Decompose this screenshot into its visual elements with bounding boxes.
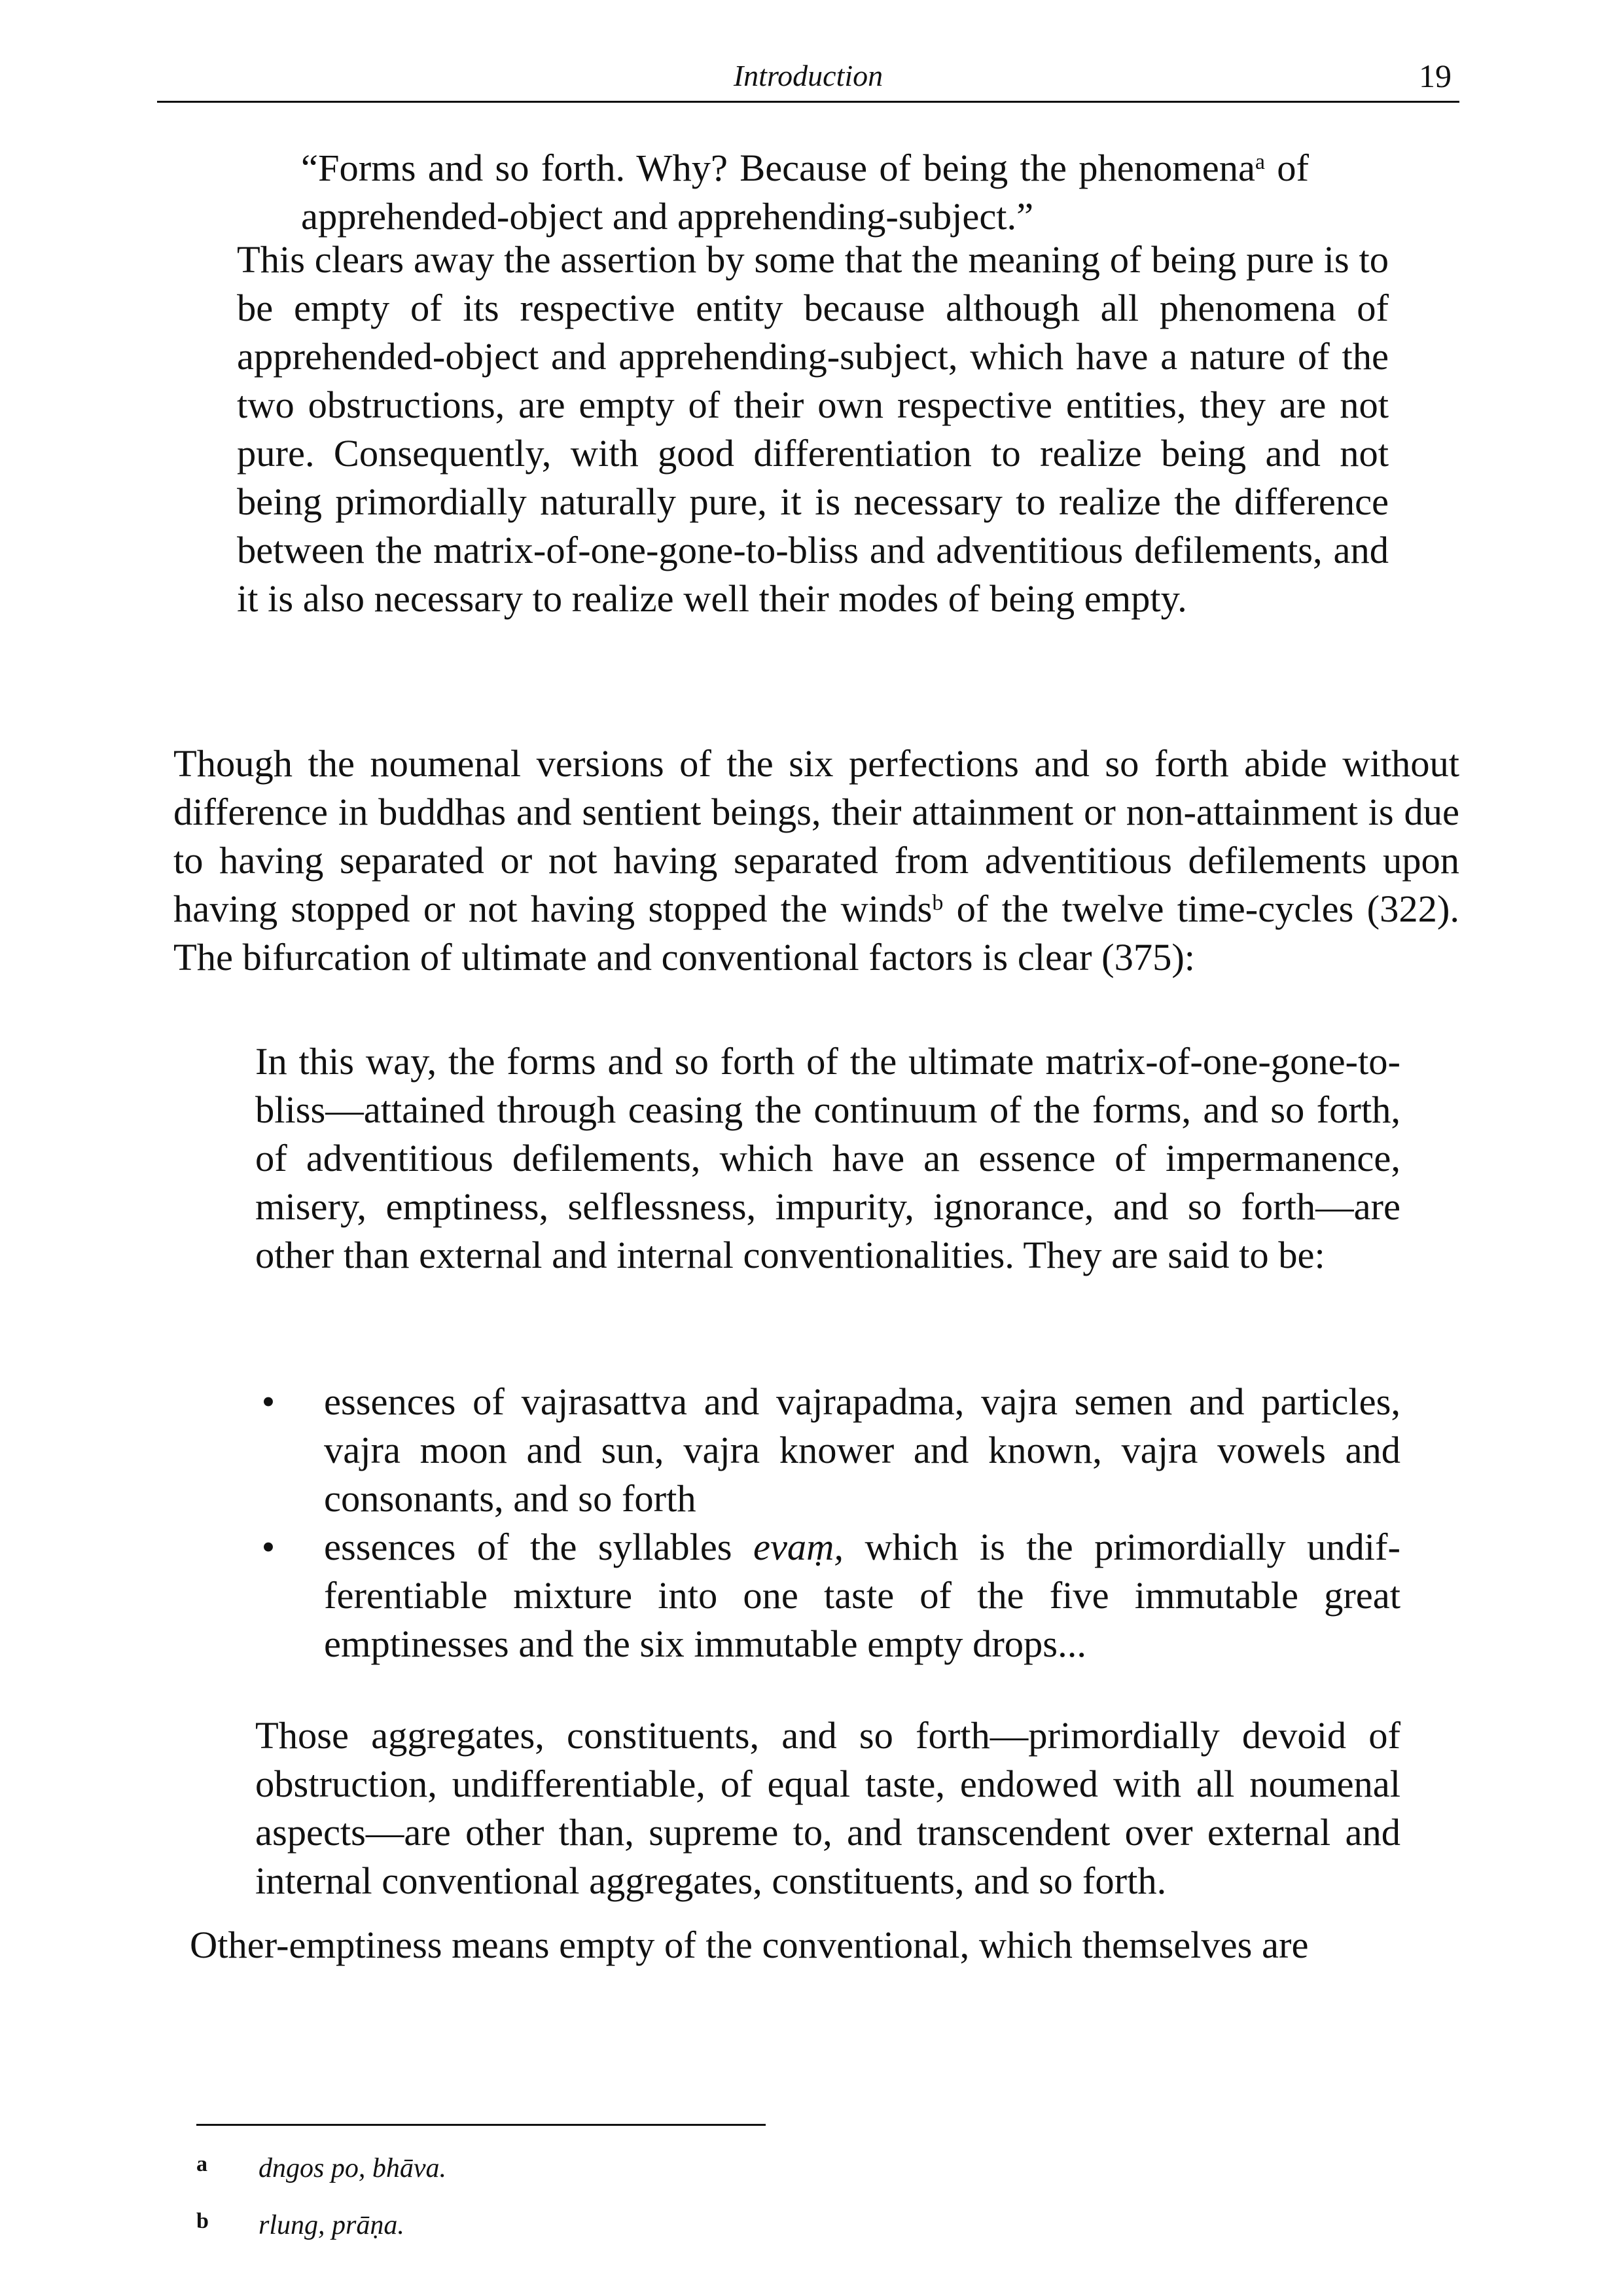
quote1-text-after: of apprehended-object and apprehending-subject.” bbox=[301, 147, 1309, 238]
quote1-text-before: “Forms and so forth. Why? Because of being the phenomena bbox=[301, 147, 1255, 189]
bullet-list bbox=[255, 1378, 1400, 1668]
list-item bbox=[255, 1523, 1400, 1668]
body-paragraph-1: This clears away the assertion by some that the meaning of being pure is to be empty of its respective entity because although all phenomena of apprehended-object and apprehending-subject, which have a nature of the two obstructions, are empty of their own respective entities, they are not pure. Consequently, with good differentiation to realize being and not being primordially naturally pure, it is necessary to realize the difference between the matrix-of-one-gone-to-bliss and adventitious defilements, and it is also necessary to realize well their modes of being empty. bbox=[237, 238, 1389, 620]
footnote-divider bbox=[196, 2124, 766, 2126]
footnote-letter: b bbox=[196, 2209, 209, 2233]
bullet-marker: • bbox=[261, 1380, 276, 1423]
footnote-text: rlung, prāṇa. bbox=[259, 2210, 404, 2240]
body2-text-before: Though the noumenal versions of the six perfections and so forth abide without difference in buddhas and sentient beings, their attainment or non-attainment is due to having separated or not having separated from adventitious defilements upon having stopped or not having stopped the winds bbox=[173, 742, 1459, 930]
list-item-text: essences of vajrasattva and vajrapadma, vajra semen and particles, vajra moon and sun, vajra knower and known, vajra vowels and consonants, and so forth bbox=[324, 1380, 1400, 1520]
page-number: 19 bbox=[1419, 58, 1452, 94]
body2-text-after: of the twelve time-cycles (322). The bifurcation of ultimate and conventional factors is clear (375): bbox=[173, 888, 1460, 978]
body-paragraph-2 bbox=[173, 740, 1459, 982]
footnote-text: dngos po, bhāva. bbox=[259, 2153, 446, 2183]
quote-paragraph-1 bbox=[301, 144, 1309, 241]
footnote-marker-a: a bbox=[1255, 150, 1266, 174]
list-item-text-after: which is the primordially undifferentiable mixture into one taste of the five immutable great emptinesses and the six immutable empty drops... bbox=[324, 1526, 1400, 1665]
sanskrit-term: evaṃ, bbox=[753, 1526, 844, 1568]
list-item bbox=[255, 1378, 1400, 1523]
list-item-text-before: essences of the syllables bbox=[324, 1526, 753, 1568]
quote-paragraph-2: In this way, the forms and so forth of the ultimate matrix-of-one-gone-to-bliss—attained through ceasing the continuum of the forms, and so forth, of adventitious defilements, which have an essence of impermanence, misery, emptiness, selflessness, impurity, ignorance, and so forth—are other than external and internal conventionalities. They are said to be: bbox=[255, 1040, 1400, 1276]
bullet-marker: • bbox=[261, 1526, 276, 1568]
running-header bbox=[157, 54, 1459, 103]
footnote-letter: a bbox=[196, 2152, 207, 2176]
running-title: Introduction bbox=[733, 59, 883, 92]
footnote-marker-b: b bbox=[932, 891, 944, 915]
quote-paragraph-3: Those aggregates, constituents, and so forth—primordially devoid of obstruction, undifferentiable, of equal taste, endowed with all noumenal aspects—are other than, supreme to, and transcendent over external and internal conventional aggregates, constituents, and so forth. bbox=[255, 1714, 1400, 1902]
body-paragraph-3: Other-emptiness means empty of the conventional, which themselves are bbox=[190, 1924, 1309, 1966]
